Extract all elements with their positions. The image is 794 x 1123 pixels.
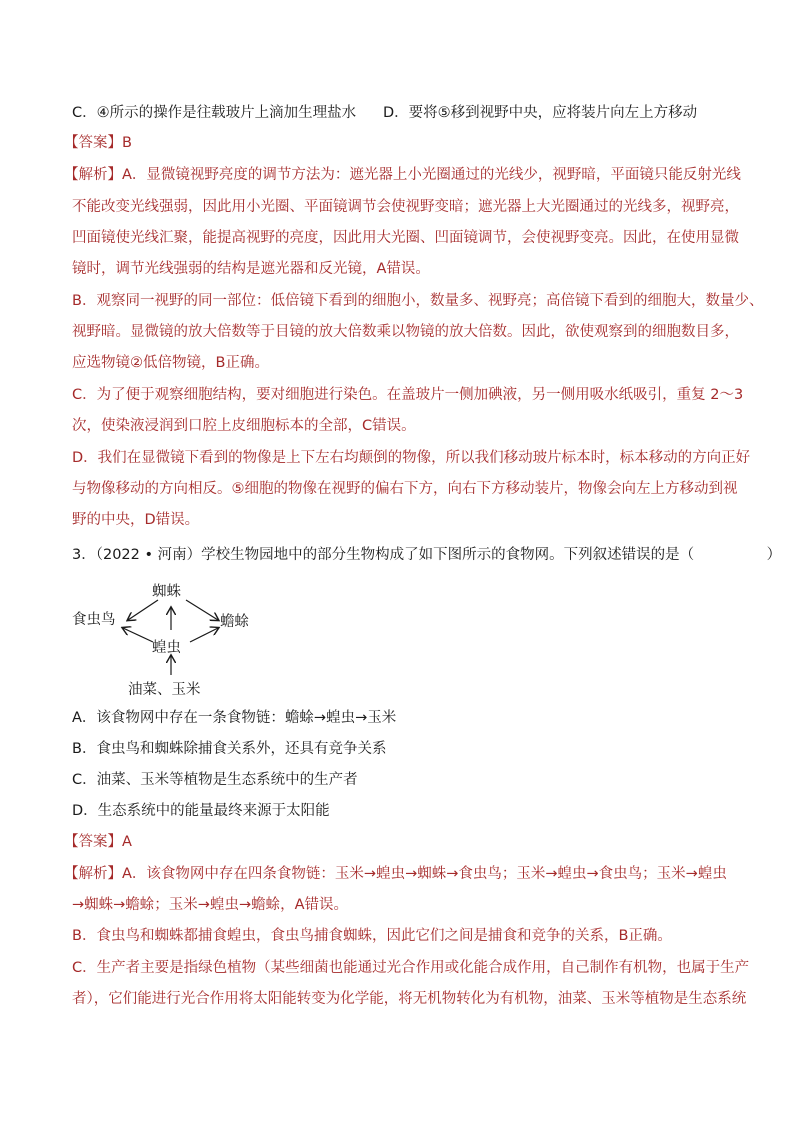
q2-analysis-line-2: 凹面镜使光线汇聚，能提高视野的亮度，因此用大光圈、凹面镜调节，会使视野变亮。因此，在使用显微	[72, 230, 739, 246]
answer-tag: 【答案】	[64, 834, 122, 850]
answer-value: B	[122, 135, 132, 151]
node-locust: 蝗虫	[152, 640, 181, 656]
answer-tag: 【答案】	[64, 135, 122, 151]
q2-options-cd	[72, 103, 732, 123]
q3-option-c: C．油菜、玉米等植物是生态系统中的生产者	[72, 772, 358, 788]
q2-analysis-line-1: 不能改变光线强弱，因此用小光圈、平面镜调节会使视野变暗；遮光器上大光圈通过的光线多，视野亮，	[72, 199, 739, 215]
q2-analysis-line-10: 与物像移动的方向相反。⑤细胞的物像在视野的偏右下方，向右下方移动装片，物像会向左上方移动到视	[72, 481, 738, 497]
node-plants: 油菜、玉米	[128, 682, 201, 698]
analysis-tag: 【解析】	[64, 167, 122, 183]
q2-analysis-line-11: 野的中央，D错误。	[72, 512, 200, 528]
q3-analysis-line-3: C．生产者主要是指绿色植物（某些细菌也能通过光合作用或化能合成作用，自己制作有机物，也属于生产	[72, 960, 750, 976]
q2-analysis-line-4: B．观察同一视野的同一部位：低倍镜下看到的细胞小，数量多、视野亮；高倍镜下看到的细胞大，数量少、	[72, 293, 764, 309]
q2-analysis-line-6: 应选物镜②低倍物镜，B正确。	[72, 355, 269, 371]
node-bird: 食虫鸟	[72, 612, 116, 628]
node-toad: 蟾蜍	[220, 614, 249, 630]
answer-value: A	[122, 834, 132, 850]
q3-analysis-line-2: B．食虫鸟和蜘蛛都捕食蝗虫，食虫鸟捕食蜘蛛，因此它们之间是捕食和竞争的关系，B正确。	[72, 928, 672, 944]
q2-option-c: C．④所示的操作是往载玻片上滴加生理盐水	[72, 105, 357, 121]
q3-analysis-line-4: 者），它们能进行光合作用将太阳能转变为化学能，将无机物转化为有机物，油菜、玉米等植物是生态系统	[72, 991, 747, 1007]
q2-analysis-line-3: 镜时，调节光线强弱的结构是遮光器和反光镜，A错误。	[72, 261, 430, 277]
arrow-spider-toad	[186, 600, 218, 620]
q2-analysis-line-9: D．我们在显微镜下看到的物像是上下左右均颠倒的物像，所以我们移动玻片标本时，标本移动的方向正好	[72, 450, 751, 466]
q2-analysis-line-5: 视野暗。显微镜的放大倍数等于目镜的放大倍数乘以物镜的放大倍数。因此，欲使观察到的细胞数目多，	[72, 324, 739, 340]
arrow-locust-toad	[190, 628, 218, 642]
node-spider: 蜘蛛	[152, 584, 181, 600]
arrow-spider-bird	[128, 600, 158, 620]
q3-answer	[64, 832, 132, 852]
q2-answer	[64, 133, 132, 153]
q2-analysis-line-8: 次，使染液浸润到口腔上皮细胞标本的全部，C错误。	[72, 418, 416, 434]
q3-analysis-line-0: 【解析】A．该食物网中存在四条食物链：玉米→蝗虫→蜘蛛→食虫鸟；玉米→蝗虫→食虫鸟；玉米→蝗虫	[64, 866, 727, 882]
q3-analysis-line-1: →蜘蛛→蟾蜍；玉米→蝗虫→蟾蜍，A错误。	[72, 897, 349, 913]
q3-stem: 3．（2022 • 河南）学校生物园地中的部分生物构成了如下图所示的食物网。下列叙述错误的是（ ）	[72, 547, 782, 563]
q3-option-d: D．生态系统中的能量最终来源于太阳能	[72, 803, 330, 819]
q2-option-d: D．要将⑤移到视野中央，应将装片向左上方移动	[383, 105, 698, 121]
arrow-locust-bird	[123, 628, 153, 642]
food-web-diagram	[68, 578, 268, 698]
analysis-tag: 【解析】	[64, 866, 122, 882]
q2-analysis-line-0: 【解析】A．显微镜视野亮度的调节方法为：遮光器上小光圈通过的光线少，视野暗，平面镜只能反射光线	[64, 167, 741, 183]
q3-option-b: B．食虫鸟和蜘蛛除捕食关系外，还具有竞争关系	[72, 741, 387, 757]
q2-analysis-line-7: C．为了便于观察细胞结构，要对细胞进行染色。在盖玻片一侧加碘液，另一侧用吸水纸吸引，重复 2～3	[72, 387, 744, 403]
q3-option-a: A．该食物网中存在一条食物链：蟾蜍→蝗虫→玉米	[72, 710, 397, 726]
